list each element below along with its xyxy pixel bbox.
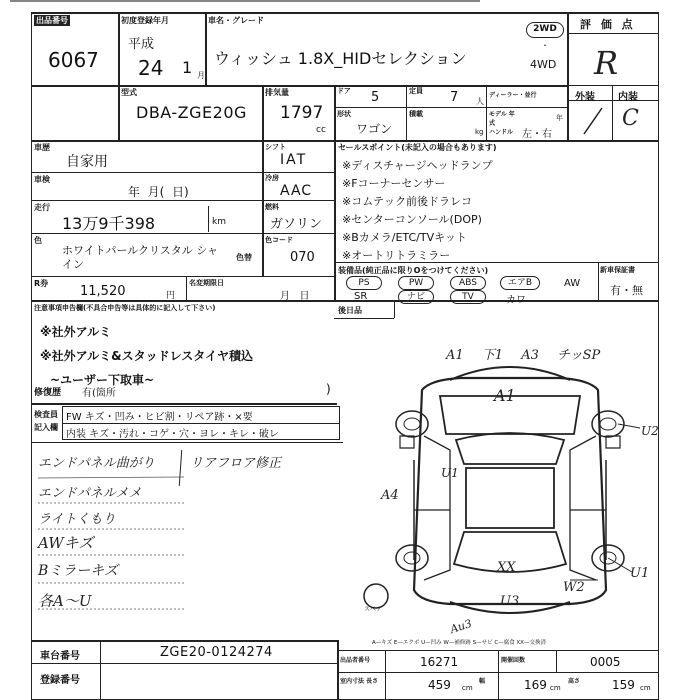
handle-label: ハンドル (489, 129, 514, 136)
shift: IAT (280, 152, 308, 168)
color-label: 色 (34, 236, 42, 245)
capacity: 7 (450, 90, 459, 105)
color-code-label: 色コード (265, 236, 293, 244)
mark-u3: U3 (500, 594, 520, 609)
equip-leather: カワ (506, 295, 526, 306)
recycle-unit: 円 (166, 291, 176, 301)
handwriting-rules (34, 475, 194, 625)
accessories-label: 後日品 (338, 306, 362, 315)
model-code: DBA-ZGE20G (136, 103, 247, 122)
equip-abs: ABS (450, 276, 486, 290)
title-deadline: 月 日 (280, 291, 310, 302)
note-line: ※社外アルミ (40, 325, 112, 339)
windshield (456, 433, 564, 464)
inspection-label: 車検 (34, 175, 50, 184)
displacement-label: 排気量 (265, 88, 289, 97)
height-label: 高さ (568, 678, 581, 685)
chassis-number: ZGE20-0124274 (160, 645, 273, 660)
mark-xx: XX (497, 560, 516, 575)
grade-label: 評 価 点 (580, 18, 636, 31)
equip-aw: AW (564, 278, 581, 289)
chassis-label: 車台番号 (40, 651, 80, 662)
drive-2wd: 2WD (526, 22, 564, 38)
equip-tv: TV (450, 290, 486, 304)
sales-point: ※センターコンソール(DOP) (342, 213, 482, 226)
ac: AAC (280, 183, 313, 199)
lane-no: 0005 (590, 655, 621, 669)
load-unit: kg (475, 128, 484, 136)
equip-sr: SR (354, 291, 368, 302)
car-diagram (360, 340, 660, 630)
mileage: 13万9千398 (62, 214, 156, 233)
inspector-row-2: 内装 キズ・汚れ・コゲ・穴・ヨレ・キレ・破レ (66, 429, 279, 440)
new-car-value: 有・無 (610, 284, 643, 297)
width-label: 幅 (479, 678, 486, 685)
repair-history-value: 有(箇所 (82, 388, 116, 399)
fuel: ガソリン (270, 217, 323, 232)
exterior-grade-slash (580, 104, 606, 136)
mark-u2: U2 (641, 424, 659, 438)
equip-pw: PW (398, 276, 434, 290)
equip-airbag: エアB (500, 276, 540, 290)
model-year-unit: 年 (556, 114, 563, 122)
width: 169 (524, 678, 547, 692)
reg-year: 24 (138, 56, 164, 80)
inspection: 年 月( 日) (128, 185, 189, 199)
car-name: ウィッシュ 1.8X_HIDセレクション (214, 49, 467, 68)
exterior-label: 外装 (575, 92, 595, 103)
new-car-label: 新車保証書 (600, 266, 635, 274)
ac-label: 冷房 (265, 174, 279, 182)
usage: 自家用 (66, 154, 108, 170)
notes-label: 注意事項申告欄(不具合申告等は具体的に記入して下さい) (34, 304, 216, 312)
hand-note: 各A～U (38, 592, 92, 610)
repair-history-close: ) (326, 382, 331, 396)
spare-label: スペア (364, 606, 383, 613)
displacement-unit: cc (316, 125, 326, 135)
color-change-label: 色替 (236, 253, 252, 262)
hand-note: エンドパネルメメ (38, 486, 142, 501)
equip-ps: PS (346, 276, 382, 290)
note-line: ~ユーザー下取車~ (50, 373, 155, 387)
auction-no: 16271 (420, 655, 459, 669)
mark-a4: A4 (381, 488, 399, 503)
lane-no-label: 開催回数 (501, 657, 526, 664)
reg-month: 1 (182, 58, 193, 77)
interior-label: 内装 (618, 92, 638, 103)
drive-separator: ・ (541, 41, 549, 50)
hand-note: Bミラーキズ (38, 563, 119, 579)
width-unit: cm (550, 684, 561, 692)
capacity-label: 定員 (409, 87, 423, 95)
mileage-label: 走行 (34, 203, 50, 212)
hand-note: エンドパネル曲がり (38, 456, 155, 471)
repair-history-label: 修復歴 (34, 388, 62, 398)
capacity-unit: 人 (476, 97, 484, 106)
note-line: ※社外アルミ&スタッドレスタイヤ積込 (40, 349, 254, 363)
equipment-label: 装備品(純正品に限りOをつけてください) (338, 266, 489, 275)
first-reg-label: 初度登録年月 (121, 16, 169, 25)
model-year-label: モデル 年式 (489, 111, 515, 127)
mark-au3: Au3 (448, 616, 474, 637)
hand-note: ライトくもり (38, 512, 116, 527)
color-name: ホワイトパールクリスタル シャイン (62, 244, 219, 271)
title-deadline-label: 名変期限日 (189, 279, 224, 287)
diagram-top-note: A1 下1 A3 チッSP (446, 348, 601, 363)
reg-number-label: 登録番号 (40, 675, 80, 686)
length-label: 室内寸法 長さ (340, 678, 379, 685)
color-code: 070 (290, 250, 315, 265)
wheel-rear-left (396, 545, 428, 571)
displacement: 1797 (280, 103, 324, 123)
inspector-label: 検査員記入欄 (34, 410, 58, 432)
top-scan-artifact (10, 0, 480, 8)
recycle-fee: 11,520 (80, 284, 126, 299)
mark-u1-left: U1 (441, 466, 459, 480)
recycle-label: R券 (34, 279, 49, 288)
sales-point: ※コムテック前後ドラレコ (342, 195, 472, 208)
fuel-label: 燃料 (265, 203, 279, 211)
mark-w2: W2 (563, 580, 585, 595)
lot-number: 6067 (48, 48, 99, 72)
era: 平成 (128, 37, 155, 52)
shift-label: シフト (265, 143, 286, 151)
sales-points-label: セールスポイント(未記入の場合もあります) (338, 143, 497, 152)
equip-navi: ナビ (398, 290, 434, 304)
body-type: ワゴン (356, 122, 393, 136)
inspector-row-1: FW キズ・凹み・ヒビ割・リペア跡・×要 (66, 412, 253, 423)
hand-note: リアフロア修正 (190, 456, 282, 471)
door-label: ドア (337, 87, 351, 95)
mirrors (400, 436, 620, 448)
auction-no-label: 出品者番号 (340, 657, 371, 664)
sales-point: ※Fコーナーセンサー (342, 177, 446, 190)
mark-u1-right: U1 (630, 566, 650, 581)
model-label: 型式 (121, 88, 137, 97)
height-unit: cm (640, 684, 651, 692)
usage-label: 車歴 (34, 143, 50, 152)
roof (466, 468, 554, 528)
mark-a1-hood: A1 (494, 386, 516, 405)
load-label: 積載 (409, 110, 423, 118)
length: 459 (428, 678, 451, 692)
height: 159 (612, 678, 635, 692)
car-name-label: 車名・グレード (208, 16, 264, 25)
sales-point: ※ディスチャージヘッドランプ (342, 159, 493, 172)
sales-point: ※Bカメラ/ETC/TVキット (342, 231, 467, 244)
door-count: 5 (371, 90, 380, 105)
mileage-unit: km (212, 217, 226, 227)
body-label: 形状 (337, 110, 351, 118)
sales-point: ※オートリトラミラー (342, 249, 451, 262)
hand-note: AWキズ (38, 534, 94, 552)
handle: 左・右 (522, 129, 552, 140)
notes-list (40, 320, 253, 392)
drive-4wd: 4WD (530, 58, 557, 71)
interior-grade: C (622, 106, 639, 131)
overall-grade: R (594, 44, 619, 82)
lot-label: 出品番号 (36, 16, 68, 25)
sales-points-list (342, 157, 493, 265)
wheel-front-left (396, 411, 428, 437)
dealer-label: ディーラー・並行 (489, 92, 537, 99)
length-unit: cm (462, 684, 473, 692)
damage-legend: A—キズ E—エクボ U—凹み W—補修跡 S—サビ C—腐食 XX—交換済 (372, 640, 546, 646)
reg-month-unit: 月 (197, 71, 205, 80)
